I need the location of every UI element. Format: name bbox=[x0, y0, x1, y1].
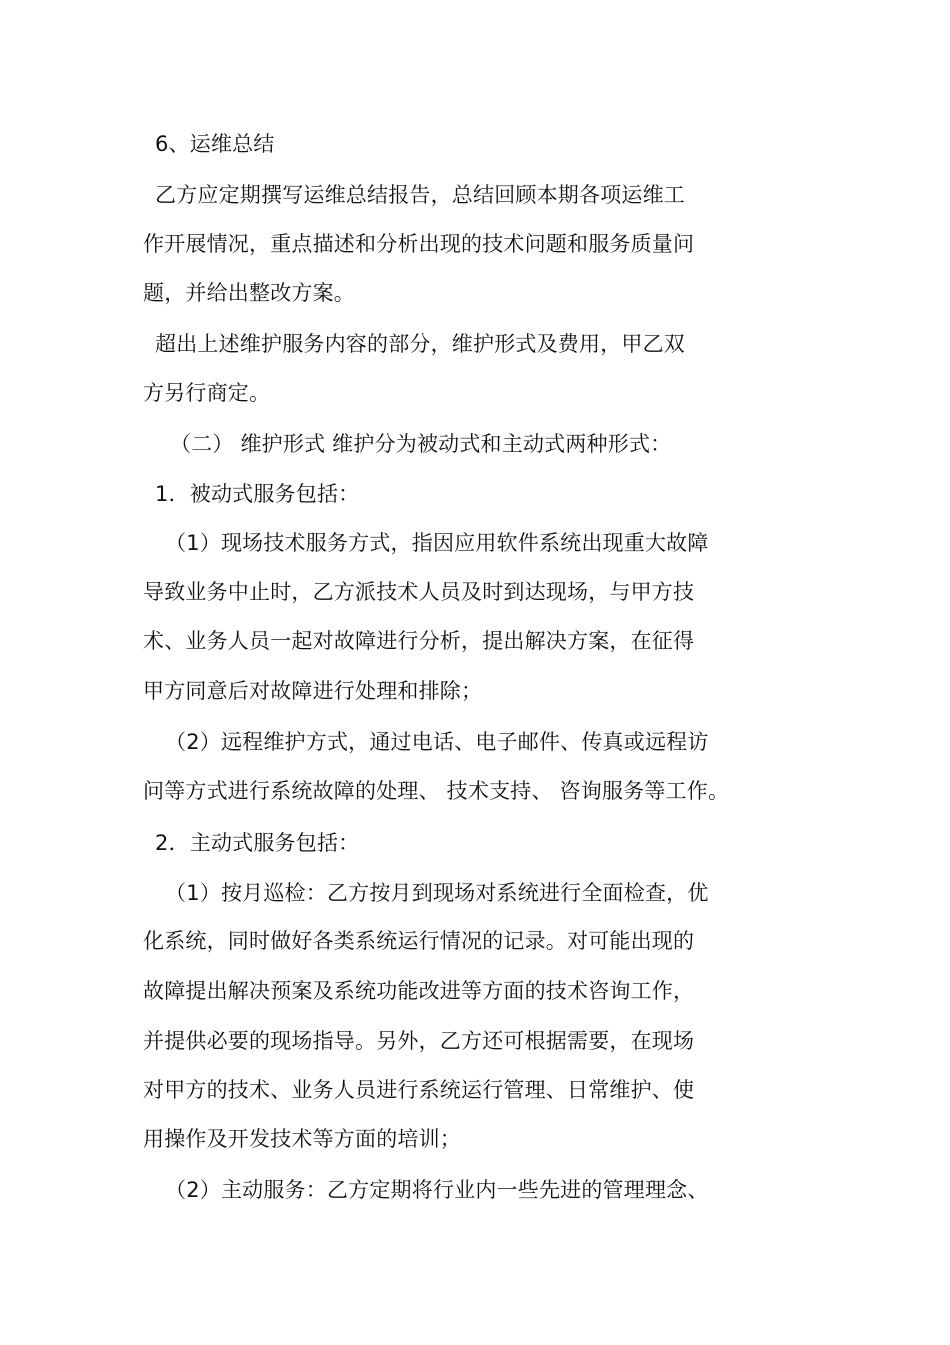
section-heading: 6、运维总结 bbox=[155, 132, 275, 156]
paragraph-line: 超出上述维护服务内容的部分，维护形式及费用，甲乙双 bbox=[155, 332, 685, 356]
paragraph-line: 对甲方的技术、业务人员进行系统运行管理、日常维护、使 bbox=[143, 1078, 695, 1102]
paragraph-line: （2）远程维护方式，通过电话、电子邮件、传真或远程访 bbox=[165, 730, 709, 754]
subsection-heading: （二） 维护形式 维护分为被动式和主动式两种形式： bbox=[170, 432, 672, 456]
paragraph-line: 用操作及开发技术等方面的培训； bbox=[143, 1127, 461, 1151]
paragraph-line: 方另行商定。 bbox=[143, 381, 271, 405]
paragraph-line: 问等方式进行系统故障的处理、 技术支持、 咨询服务等工作。 bbox=[143, 779, 730, 803]
list-heading: 2．主动式服务包括： bbox=[155, 831, 360, 855]
paragraph-line: 化系统，同时做好各类系统运行情况的记录。对可能出现的 bbox=[143, 929, 695, 953]
paragraph-line: （2）主动服务：乙方定期将行业内一些先进的管理理念、 bbox=[165, 1178, 709, 1202]
paragraph-line: 甲方同意后对故障进行处理和排除； bbox=[143, 679, 483, 703]
paragraph-line: 题，并给出整改方案。 bbox=[143, 281, 355, 305]
paragraph-line: （1）现场技术服务方式，指因应用软件系统出现重大故障 bbox=[165, 531, 709, 555]
paragraph-line: 故障提出解决预案及系统功能改进等方面的技术咨询工作， bbox=[143, 979, 695, 1003]
paragraph-line: 乙方应定期撰写运维总结报告，总结回顾本期各项运维工 bbox=[155, 183, 685, 207]
paragraph-line: 导致业务中止时，乙方派技术人员及时到达现场，与甲方技 bbox=[143, 580, 695, 604]
list-heading: 1．被动式服务包括： bbox=[155, 482, 360, 506]
paragraph-line: 作开展情况，重点描述和分析出现的技术问题和服务质量问 bbox=[143, 232, 695, 256]
paragraph-line: 术、业务人员一起对故障进行分析，提出解决方案，在征得 bbox=[143, 629, 695, 653]
paragraph-line: （1）按月巡检：乙方按月到现场对系统进行全面检查，优 bbox=[165, 881, 709, 905]
paragraph-line: 并提供必要的现场指导。另外，乙方还可根据需要，在现场 bbox=[143, 1029, 695, 1053]
